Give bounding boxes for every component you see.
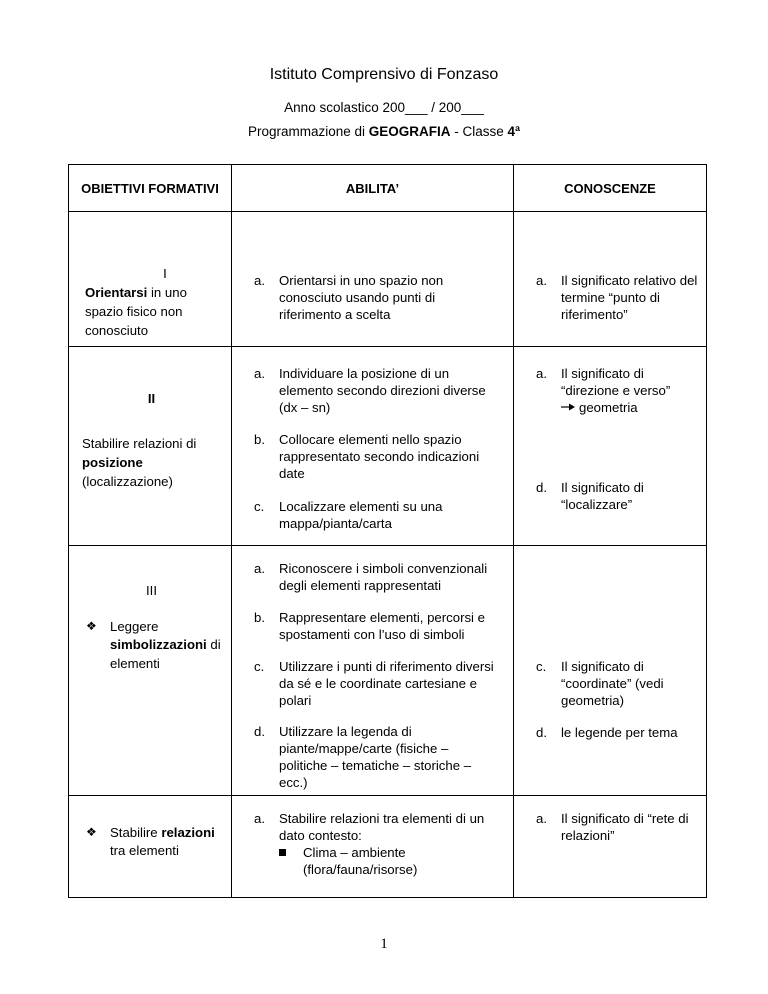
- item-text: Stabilire relazioni tra elementi di un dato contesto:: [279, 811, 485, 843]
- objective-bold: simbolizzazioni: [110, 637, 207, 652]
- table-row: [69, 347, 707, 546]
- list-item: [536, 810, 698, 844]
- item-marker: b.: [254, 432, 265, 447]
- list-item: [254, 810, 499, 844]
- table-row: [69, 796, 707, 898]
- program-sep: - Classe: [450, 124, 508, 139]
- list-item: [536, 479, 698, 513]
- right-arrow-icon: [561, 402, 575, 412]
- square-bullet-icon: [279, 844, 303, 878]
- abilita-cell: [232, 212, 514, 347]
- list-item: [254, 609, 499, 643]
- item-marker: a.: [254, 561, 265, 576]
- item-text: Orientarsi in uno spazio non conosciuto usando punti di riferimento a scelta: [279, 273, 444, 322]
- list-item: [254, 498, 499, 532]
- header-obiettivi: OBIETTIVI FORMATIVI: [69, 165, 232, 212]
- item-text: Clima – ambiente (flora/fauna/risorse): [303, 845, 418, 877]
- abilita-cell: [232, 546, 514, 796]
- objective-cell: [69, 347, 232, 546]
- objective-text: Leggere: [110, 619, 159, 634]
- program-table: [68, 164, 707, 898]
- item-marker: c.: [254, 659, 265, 674]
- objective-numeral: III: [146, 583, 157, 598]
- item-text: Il significato relativo del termine “punto di riferimento”: [561, 273, 698, 322]
- item-text: Il significato di “localizzare”: [561, 480, 644, 512]
- objective-cell: [69, 212, 232, 347]
- item-text: Il significato di “coordinate” (vedi geometria): [561, 659, 664, 708]
- school-title: Istituto Comprensivo di Fonzaso: [269, 66, 499, 83]
- item-marker: d.: [536, 480, 547, 495]
- item-text: Il significato di “direzione e verso”: [561, 366, 671, 398]
- table-row: [69, 546, 707, 796]
- table-row: [69, 212, 707, 347]
- list-item: [536, 272, 698, 323]
- item-marker: a.: [254, 273, 265, 288]
- objective-text: Stabilire relazioni di: [82, 436, 197, 451]
- item-marker: a.: [536, 273, 547, 288]
- item-marker: a.: [536, 366, 547, 381]
- item-text: le legende per tema: [561, 725, 678, 740]
- program-class: 4ª: [507, 124, 521, 139]
- item-text: Utilizzare la legenda di piante/mappe/carte (fisiche – politiche – tematiche – storiche – ecc.): [279, 724, 472, 790]
- item-text: Rappresentare elementi, percorsi e spostamenti con l’uso di simboli: [279, 610, 485, 642]
- objective-text: in uno spazio fisico non conosciuto: [85, 285, 187, 338]
- objective-cell: [69, 546, 232, 796]
- sub-bullet-item: [254, 844, 499, 878]
- list-item: [536, 724, 698, 741]
- abilita-cell: [232, 796, 514, 898]
- item-marker: d.: [254, 724, 265, 739]
- table-header-row: [69, 165, 707, 212]
- page-number: 1: [380, 936, 388, 952]
- item-marker: b.: [254, 610, 265, 625]
- abilita-cell: [232, 347, 514, 546]
- conoscenze-cell: [514, 546, 707, 796]
- list-item: [254, 560, 499, 594]
- item-marker: d.: [536, 725, 547, 740]
- objective-text: Stabilire: [110, 825, 162, 840]
- item-marker: a.: [254, 366, 265, 381]
- objective-bold: relazioni: [161, 825, 215, 840]
- item-text: Collocare elementi nello spazio rappresentato secondo indicazioni date: [279, 432, 480, 481]
- objective-numeral: II: [147, 391, 156, 406]
- item-marker: a.: [536, 811, 547, 826]
- school-year: Anno scolastico 200___ / 200___: [284, 100, 484, 115]
- objective-numeral: I: [163, 266, 167, 281]
- item-marker: a.: [254, 811, 265, 826]
- item-text: Individuare la posizione di un elemento secondo direzioni diverse (dx – sn): [279, 366, 486, 415]
- objective-text: di elementi: [110, 637, 221, 671]
- conoscenze-cell: [514, 796, 707, 898]
- list-item: [254, 723, 499, 791]
- list-item: [536, 658, 698, 709]
- program-subject: GEOGRAFIA: [368, 124, 451, 139]
- program-line: [0, 124, 768, 139]
- item-marker: c.: [254, 499, 265, 514]
- item-marker: c.: [536, 659, 547, 674]
- arrow-line: [536, 399, 698, 416]
- conoscenze-cell: [514, 347, 707, 546]
- objective-cell: [69, 796, 232, 898]
- list-item: [254, 658, 499, 709]
- item-text: Utilizzare i punti di riferimento diversi da sé e le coordinate cartesiane e polari: [279, 659, 494, 708]
- list-item: [536, 365, 698, 399]
- objective-bold: Orientarsi: [85, 285, 148, 300]
- header-conoscenze: CONOSCENZE: [514, 165, 707, 212]
- objective-text: tra elementi: [110, 843, 179, 858]
- bullet-item: [82, 824, 221, 841]
- list-item: [254, 365, 499, 416]
- objective-bold: posizione: [82, 455, 143, 470]
- diamond-bullet-icon: ❖: [86, 825, 97, 839]
- program-prefix: Programmazione di: [247, 124, 369, 139]
- objective-text: (localizzazione): [82, 474, 173, 489]
- item-text: geometria: [579, 400, 638, 415]
- item-text: Il significato di “rete di relazioni”: [561, 811, 689, 843]
- item-text: Localizzare elementi su una mappa/pianta/carta: [279, 499, 443, 531]
- header-abilita: ABILITA’: [232, 165, 514, 212]
- item-text: Riconoscere i simboli convenzionali degli elementi rappresentati: [279, 561, 488, 593]
- conoscenze-cell: [514, 212, 707, 347]
- list-item: [254, 431, 499, 482]
- bullet-item: [82, 618, 221, 635]
- list-item: [254, 272, 499, 323]
- diamond-bullet-icon: ❖: [86, 619, 97, 633]
